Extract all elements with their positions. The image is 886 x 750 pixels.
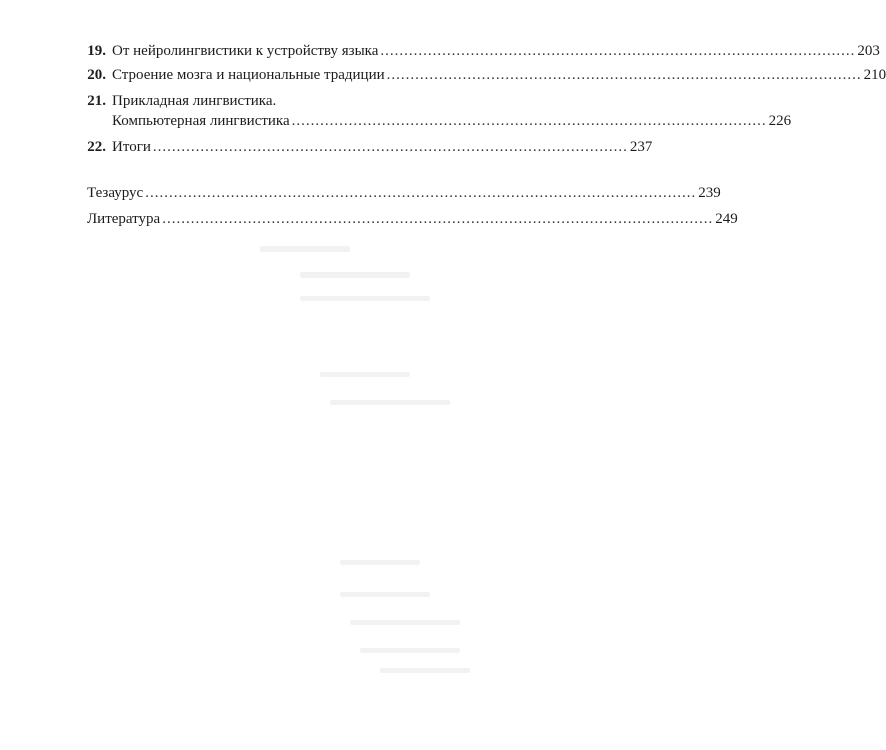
page-number: 239 bbox=[698, 185, 721, 201]
toc-entry-22 bbox=[87, 138, 653, 156]
section-title: Литература bbox=[87, 211, 161, 227]
dot-leader: .................................................................................................... bbox=[291, 113, 767, 129]
chapter-number: 21. bbox=[87, 93, 106, 109]
toc-entry-21 bbox=[87, 92, 792, 130]
chapter-title: Итоги bbox=[112, 139, 151, 155]
dot-leader: .................................................................................................... bbox=[152, 139, 628, 155]
page-number: 237 bbox=[629, 139, 653, 155]
page-number: 210 bbox=[863, 67, 886, 83]
chapter-number: 19. bbox=[87, 43, 106, 59]
dot-leader: .................................................................................................... bbox=[380, 43, 856, 59]
chapter-title: Строение мозга и национальные традиции bbox=[112, 67, 385, 83]
chapter-title: От нейролингвистики к устройству языка bbox=[112, 43, 379, 59]
page-number: 226 bbox=[768, 113, 792, 129]
toc-entry-thesaurus bbox=[87, 184, 721, 202]
page-number: 203 bbox=[857, 43, 880, 59]
chapter-number: 22. bbox=[87, 139, 106, 155]
dot-leader: .................................................................................................... bbox=[386, 67, 862, 83]
dot-leader: .................................................................................................................... bbox=[162, 211, 714, 227]
toc-entry-20 bbox=[87, 66, 886, 84]
chapter-title: Компьютерная лингвистика bbox=[112, 113, 290, 129]
toc-entry-literature bbox=[87, 210, 738, 228]
chapter-title-line1: Прикладная лингвистика. bbox=[112, 93, 277, 109]
dot-leader: .................................................................................................................... bbox=[145, 185, 697, 201]
section-title: Тезаурус bbox=[87, 185, 144, 201]
chapter-number: 20. bbox=[87, 67, 106, 83]
page-number: 249 bbox=[715, 211, 738, 227]
toc-entry-19 bbox=[87, 42, 880, 60]
